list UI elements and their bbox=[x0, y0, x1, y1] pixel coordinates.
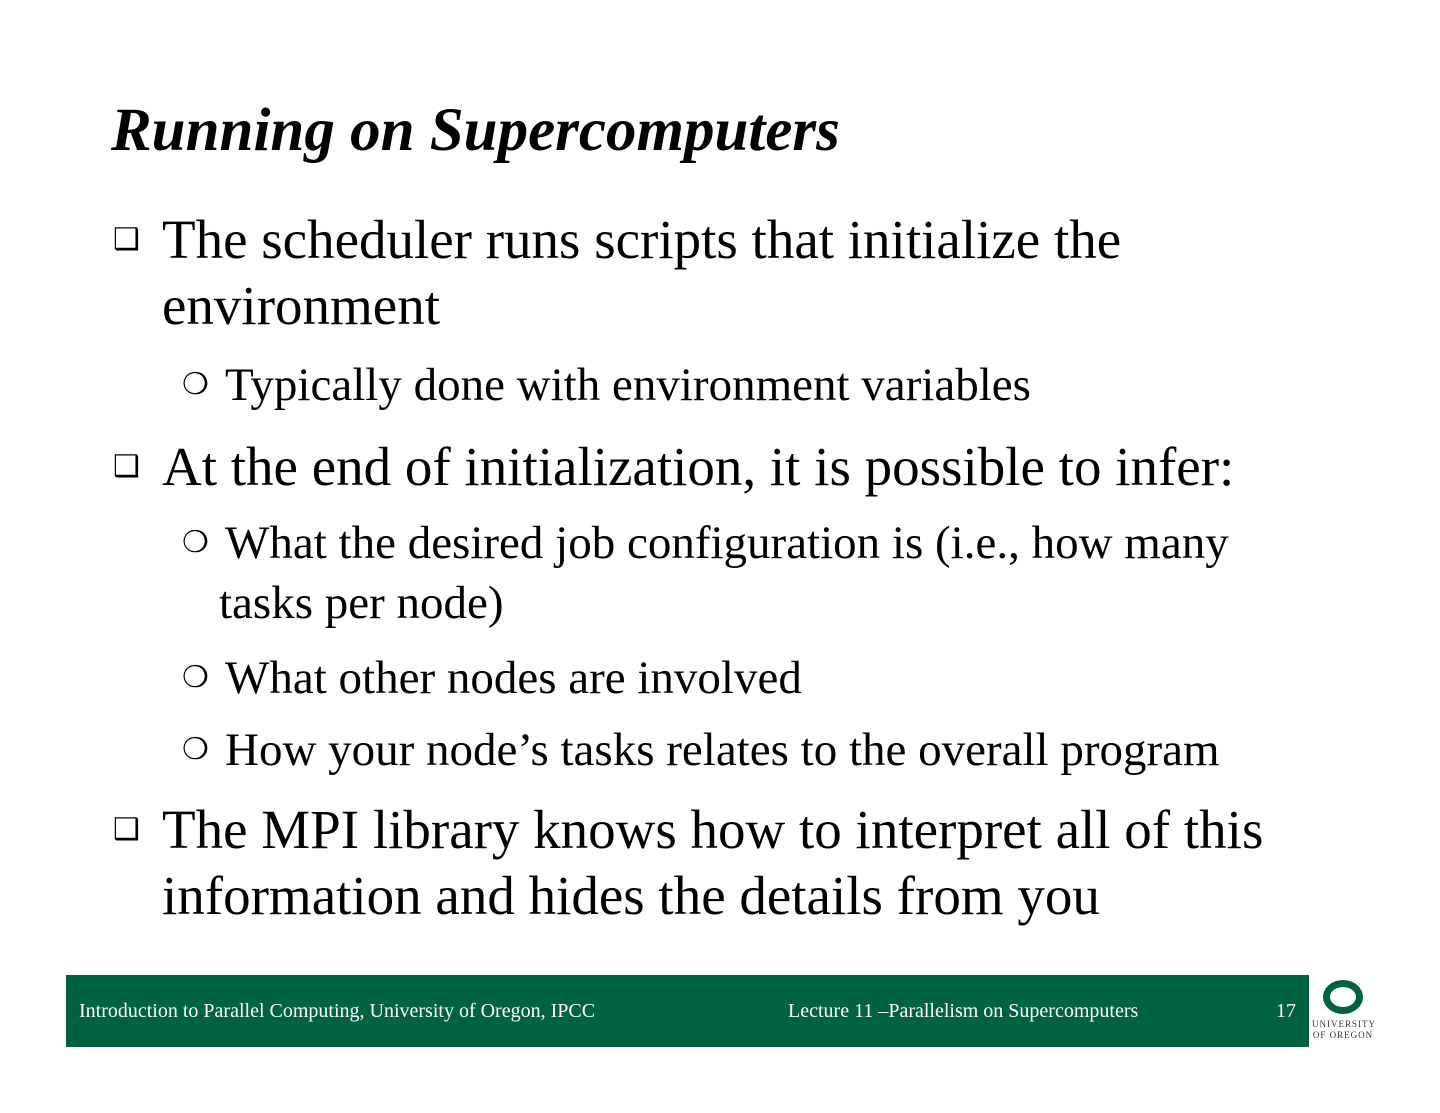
circle-bullet-icon: ❍ bbox=[182, 732, 209, 767]
logo-text-university: UNIVERSITY bbox=[1312, 1019, 1376, 1029]
bullet-item bbox=[113, 207, 1353, 339]
square-bullet-icon: ❑ bbox=[113, 449, 140, 484]
square-bullet-icon: ❑ bbox=[113, 222, 140, 257]
sub-bullet-text: How your node’s tasks relates to the overall program bbox=[225, 724, 1220, 776]
footer-course-title: Introduction to Parallel Computing, University of Oregon, IPCC bbox=[79, 1000, 596, 1022]
slide-title: Running on Supercomputers bbox=[111, 97, 840, 164]
bullet-text: At the end of initialization, it is possible to infer: bbox=[162, 436, 1235, 497]
circle-bullet-icon: ❍ bbox=[182, 367, 209, 402]
bullet-item bbox=[113, 797, 1353, 929]
circle-bullet-icon: ❍ bbox=[182, 660, 209, 695]
footer-bar bbox=[66, 975, 1309, 1047]
university-of-oregon-o-logo-icon bbox=[1323, 980, 1363, 1014]
square-bullet-icon: ❑ bbox=[113, 812, 140, 847]
sub-bullet-item bbox=[182, 355, 1332, 415]
sub-bullet-text: What the desired job configuration is (i.e., how many tasks per node) bbox=[219, 517, 1229, 629]
bullet-item bbox=[113, 434, 1353, 500]
page-number: 17 bbox=[1276, 1000, 1296, 1022]
sub-bullet-item bbox=[182, 513, 1332, 633]
university-logo bbox=[1312, 976, 1374, 1048]
sub-bullet-text: Typically done with environment variables bbox=[225, 359, 1031, 411]
sub-bullet-item bbox=[182, 648, 1332, 708]
sub-bullet-text: What other nodes are involved bbox=[225, 652, 802, 704]
bullet-text: The MPI library knows how to interpret all of this information and hides the details from you bbox=[162, 799, 1264, 926]
bullet-text: The scheduler runs scripts that initialize the environment bbox=[162, 209, 1122, 336]
logo-text-of-oregon: OF OREGON bbox=[1312, 1030, 1374, 1040]
footer-lecture-title: Lecture 11 –Parallelism on Supercomputers bbox=[788, 1000, 1139, 1022]
sub-bullet-item bbox=[182, 720, 1332, 780]
circle-bullet-icon: ❍ bbox=[182, 525, 209, 560]
